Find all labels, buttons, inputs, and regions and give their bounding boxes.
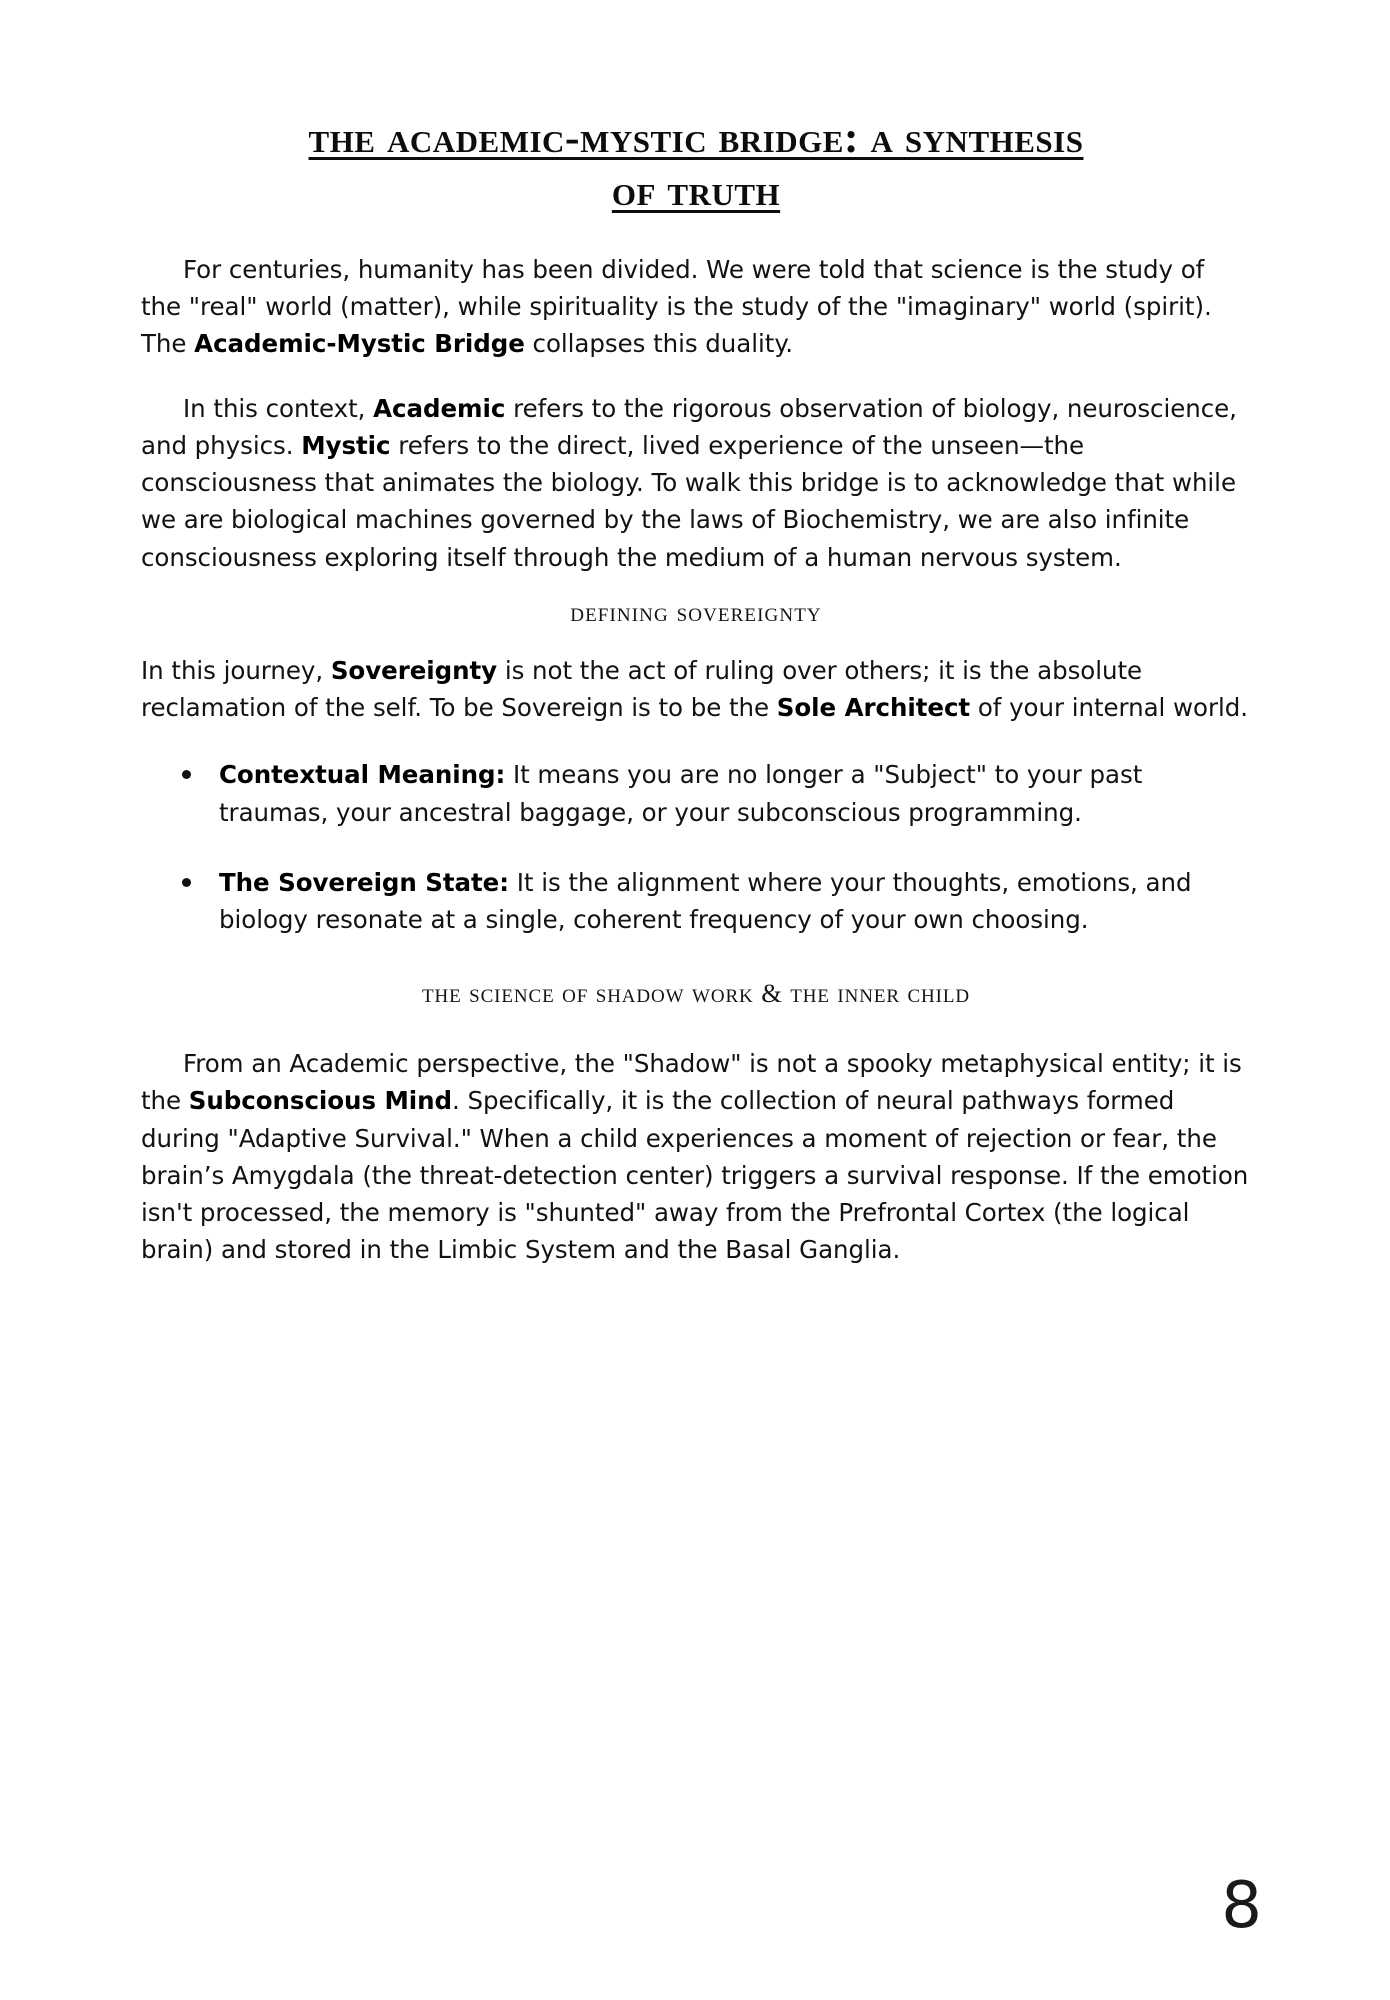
bullet-dot-icon [182,770,191,779]
list-item [141,864,1251,938]
intro-p2-text-a: In this context, [183,393,374,423]
spacer [141,363,1251,390]
sovereignty-text-b: is not the act of ruling over others; it is the absolute reclamation of the self. To be Sovereign is to be the [141,655,1143,723]
sovereignty-text-a: In this journey, [141,655,331,685]
shadow-text-b: . Specifically, it is the collection of neural pathways formed during "Adaptive Survival." When a child experiences a moment of rejection or fear, the brain’s Amygdala (the threat-detection center) triggers a survival response. If the emotion isn't processed, the memory is "shunted" away from the Prefrontal Cortex (the logical brain) and stored in the Limbic System and the Basal Ganglia. [141,1086,1249,1265]
sovereignty-bold-sovereignty: Sovereignty [330,655,498,685]
intro-p1-text-a: For centuries, humanity has been divided. We were told that science is the study of the "real" world (matter), while spirituality is the study of the "imaginary" world (spirit). The [141,254,1212,359]
page-title-line-1: the academic-mystic bridge: a synthesis [308,113,1084,162]
section-heading-defining-sovereignty: defining sovereignty [570,596,822,627]
spacer [141,576,1251,597]
list-item-lead: Contextual Meaning: [219,760,506,790]
page-title [141,0,1251,217]
sovereignty-bullet-list [141,756,1251,938]
page-number: 8 [1221,1869,1262,1943]
page-content [141,0,1251,1269]
intro-paragraph-1 [141,251,1251,363]
list-item [141,756,1251,830]
sovereignty-paragraph [141,652,1251,726]
intro-p2-text-c: refers to the direct, lived experience of the unseen—the consciousness that animates the biology. To walk this bridge is to acknowledge that while we are biological machines governed by the laws of Biochemistry, we are also infinite consciousness exploring itself through the medium of a human nervous system. [141,430,1236,572]
intro-paragraph-2 [141,390,1251,576]
sovereignty-text-c: of your internal world. [970,693,1249,723]
intro-p2-bold-academic: Academic [373,393,506,423]
spacer [141,1009,1251,1045]
spacer [141,628,1251,652]
sovereignty-bold-sole-architect: Sole Architect [776,693,971,723]
intro-p1-bold: Academic-Mystic Bridge [194,329,525,359]
page-title-line-2: of truth [611,166,781,216]
intro-p1-text-b: collapses this duality. [524,329,794,359]
list-item-text: It is the alignment where your thoughts, emotions, and biology resonate at a single, coherent frequency of your own choosing. [219,867,1192,934]
section-heading-shadow-work: the science of shadow work & the inner child [421,978,971,1009]
intro-p2-text-b: refers to the rigorous observation of biology, neuroscience, and physics. [141,393,1237,460]
shadow-text-a: From an Academic perspective, the "Shadow" is not a spooky metaphysical entity; it is the [141,1049,1242,1116]
bullet-dot-icon [182,878,191,887]
spacer [141,726,1251,756]
spacer [141,938,1251,978]
intro-p2-bold-mystic: Mystic [301,430,391,460]
list-item-lead: The Sovereign State: [219,867,509,897]
shadow-bold-subconscious-mind: Subconscious Mind [188,1086,453,1116]
list-item-text: It means you are no longer a "Subject" to your past traumas, your ancestral baggage, or your subconscious programming. [219,760,1143,827]
spacer [141,217,1251,251]
shadow-paragraph [141,1045,1251,1268]
